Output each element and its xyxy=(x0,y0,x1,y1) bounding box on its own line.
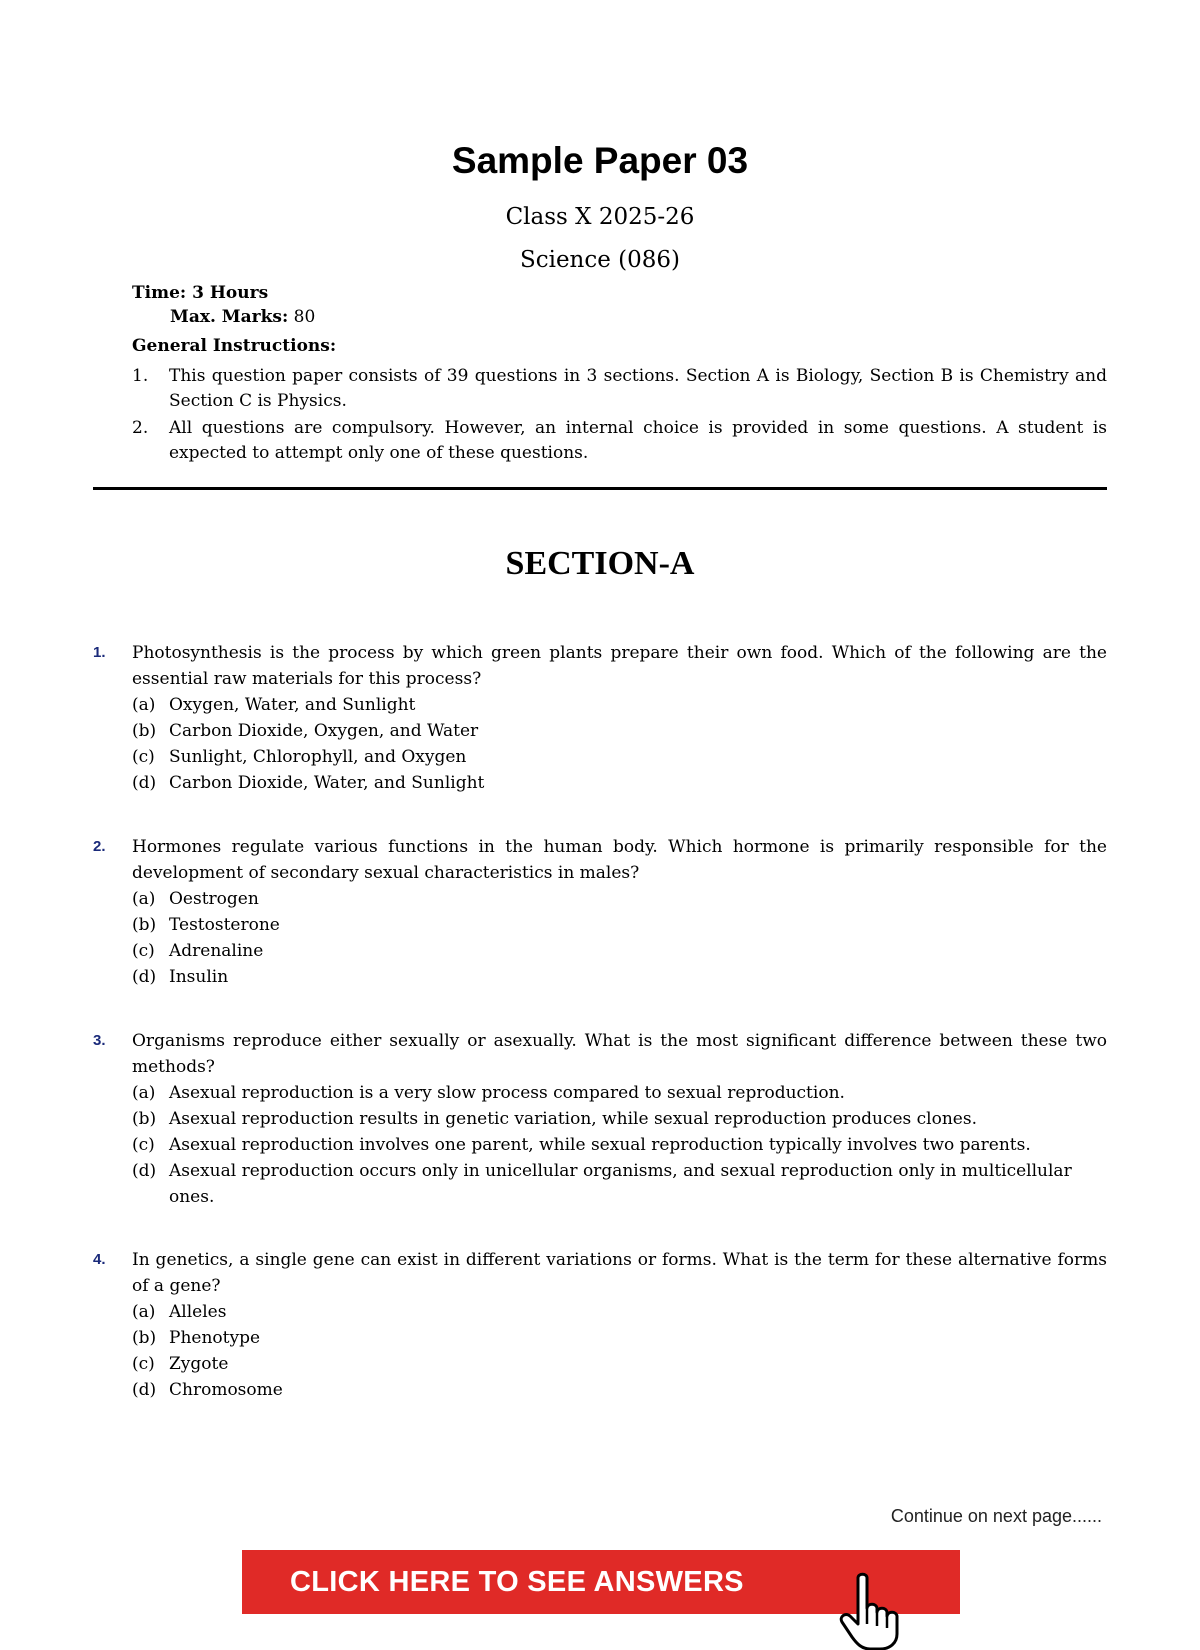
instructions-heading: General Instructions: xyxy=(132,336,337,356)
question-3: 3. Organisms reproduce either sexually or asexually. What is the most significant difference between these two methods? (a) Asexual reproduction is a very slow process compared to sexual reproduction. (b) Asexual reproduction results in genetic variation, while sexual reproduction produces clones. (c) Asexual reproduction involves one parent, while sexual reproduction typically involves two parents. (d) Asexual reproduction occurs only in unicellular organisms, and sexual reproduction only in multicellular ones. xyxy=(93,1028,1107,1210)
option-c: (c) Adrenaline xyxy=(132,941,264,961)
option-c: (c) Zygote xyxy=(132,1354,229,1374)
pointing-hand-icon xyxy=(838,1572,910,1650)
question-1: 1. Photosynthesis is the process by which green plants prepare their own food. Which of the following are the essential raw materials for this process? (a) Oxygen, Water, and Sunlight (b) Carbon Dioxide, Oxygen, and Water (c) Sunlight, Chlorophyll, and Oxygen (d) Carbon Dioxide, Water, and Sunlight xyxy=(93,640,1107,796)
option-d: (d) Carbon Dioxide, Water, and Sunlight xyxy=(132,773,485,793)
option-d: (d) Asexual reproduction occurs only in unicellular organisms, and sexual reproduction only in multicellular ones. xyxy=(132,1161,1072,1207)
divider-rule xyxy=(93,487,1107,490)
class-line: Class X 2025-26 xyxy=(505,204,695,230)
instructions-list xyxy=(132,364,1107,468)
max-marks: Max. Marks: 80 xyxy=(170,307,316,327)
option-c: (c) Sunlight, Chlorophyll, and Oxygen xyxy=(132,747,467,767)
subject-line: Science (086) xyxy=(519,247,681,273)
section-title: SECTION-A xyxy=(505,545,695,582)
instruction-item: 1. This question paper consists of 39 questions in 3 sections. Section A is Biology, Section B is Chemistry and Section C is Physics. xyxy=(132,366,1107,411)
option-c: (c) Asexual reproduction involves one parent, while sexual reproduction typically involves two parents. xyxy=(132,1135,1031,1155)
instruction-item: 2. All questions are compulsory. However, an internal choice is provided in some questions. A student is expected to attempt only one of these questions. xyxy=(132,418,1107,463)
paper-title: Sample Paper 03 xyxy=(451,140,749,181)
question-4: 4. In genetics, a single gene can exist in different variations or forms. What is the term for these alternative forms of a gene? (a) Alleles (b) Phenotype (c) Zygote (d) Chromosome xyxy=(93,1247,1107,1403)
question-2: 2. Hormones regulate various functions in the human body. Which hormone is primarily responsible for the development of secondary sexual characteristics in males? (a) Oestrogen (b) Testosterone (c) Adrenaline (d) Insulin xyxy=(93,834,1107,990)
time-label: Time: 3 Hours xyxy=(132,283,269,303)
option-b: (b) Phenotype xyxy=(132,1328,261,1348)
see-answers-label: CLICK HERE TO SEE ANSWERS xyxy=(290,1565,744,1598)
option-b: (b) Asexual reproduction results in genetic variation, while sexual reproduction produces clones. xyxy=(132,1109,977,1129)
option-a: (a) Oxygen, Water, and Sunlight xyxy=(132,695,416,715)
option-b: (b) Testosterone xyxy=(132,915,280,935)
option-a: (a) Asexual reproduction is a very slow process compared to sexual reproduction. xyxy=(132,1083,845,1103)
option-d: (d) Chromosome xyxy=(132,1380,283,1400)
option-a: (a) Oestrogen xyxy=(132,889,259,909)
continue-note: Continue on next page...... xyxy=(890,1506,1102,1526)
option-d: (d) Insulin xyxy=(132,967,229,987)
option-a: (a) Alleles xyxy=(132,1302,227,1322)
option-b: (b) Carbon Dioxide, Oxygen, and Water xyxy=(132,721,479,741)
